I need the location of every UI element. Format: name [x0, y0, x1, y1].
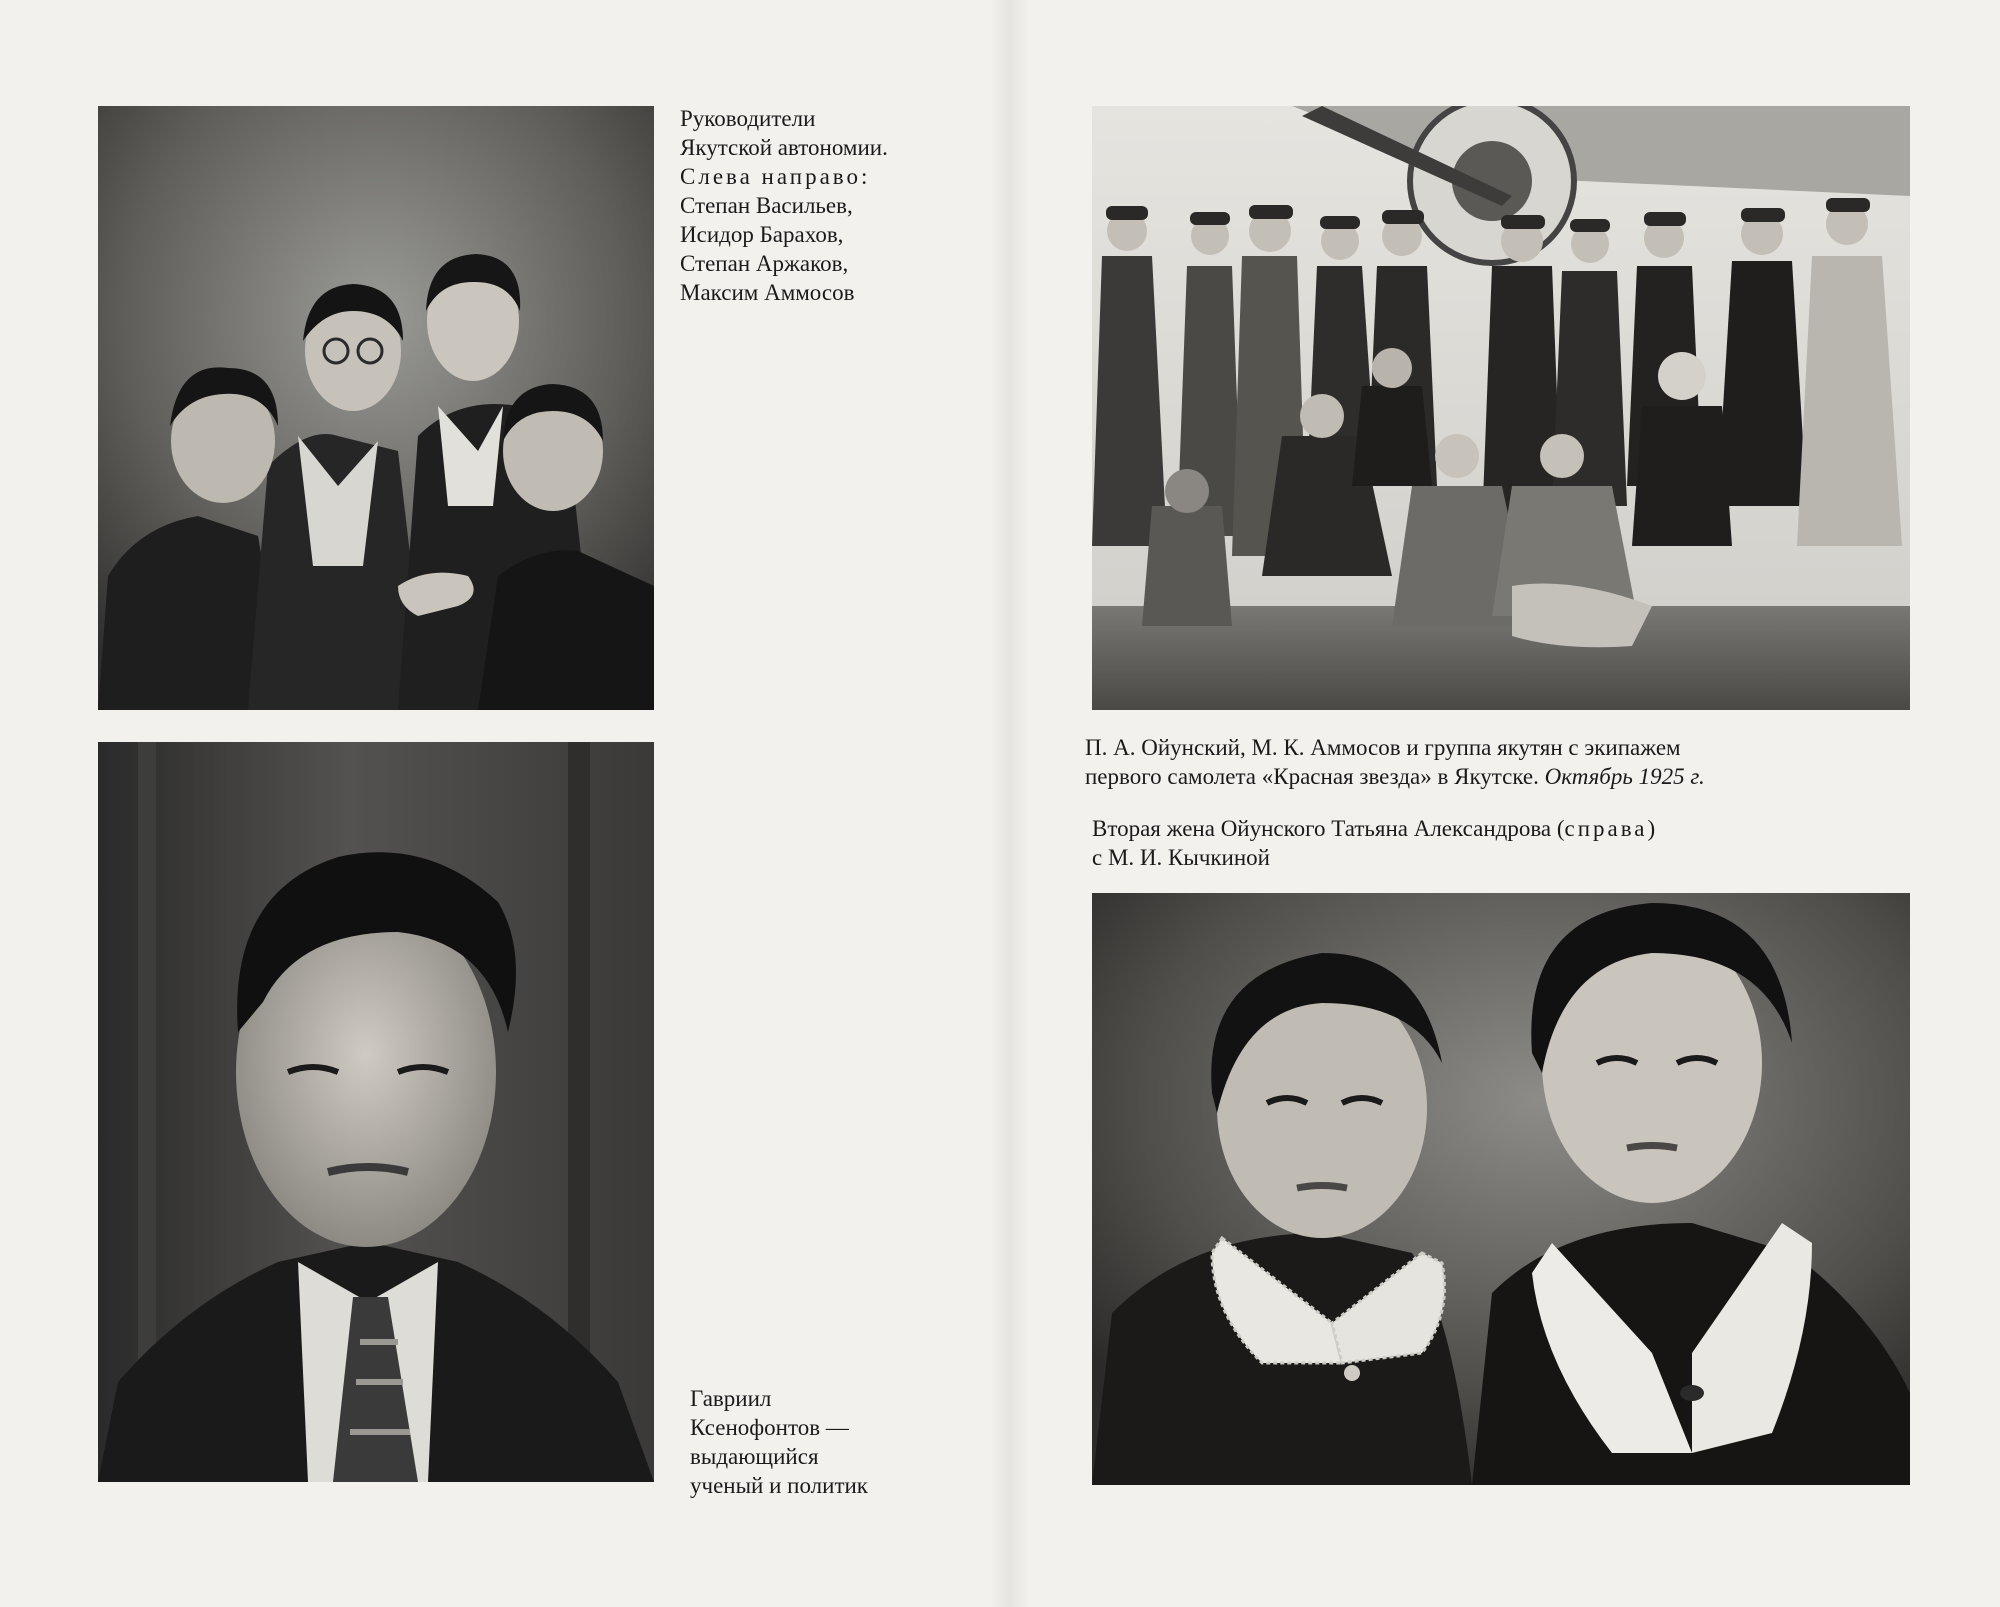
leaders-photo: [98, 106, 654, 710]
caption-line: Исидор Барахов,: [680, 222, 844, 247]
caption-text: Вторая жена Ойунского Татьяна Александрова (: [1092, 816, 1565, 841]
caption-text: ): [1647, 816, 1656, 841]
caption-line: Степан Аржаков,: [680, 251, 849, 276]
caption-line: Ксенофонтов —: [690, 1415, 849, 1440]
airplane-caption: [1085, 733, 1705, 791]
xenofontov-photo: [98, 742, 654, 1482]
caption-line: с М. И. Кычкиной: [1092, 845, 1270, 870]
caption-line: выдающийся: [690, 1444, 819, 1469]
caption-date: Октябрь 1925 г.: [1544, 764, 1705, 789]
caption-spaced-word: справа: [1564, 816, 1648, 841]
caption-line: Слева направо:: [680, 164, 871, 189]
xenofontov-caption: [665, 1384, 885, 1500]
caption-text: первого самолета «Красная звезда» в Якутске.: [1085, 764, 1539, 789]
two-women-photo: [1092, 893, 1910, 1485]
caption-line: П. А. Ойунский, М. К. Аммосов и группа якутян с экипажем: [1085, 735, 1681, 760]
caption-line: [1085, 762, 1705, 791]
caption-line: [1092, 814, 1655, 843]
caption-line: Максим Аммосов: [680, 280, 855, 305]
caption-line: Руководители: [680, 106, 816, 131]
caption-line: Якутской автономии.: [680, 135, 888, 160]
caption-line: ученый и политик: [690, 1473, 868, 1498]
caption-line: Степан Васильев,: [680, 193, 853, 218]
leaders-caption: [680, 104, 888, 307]
page-gutter: [990, 0, 1030, 1607]
women-caption: [1092, 814, 1655, 872]
caption-line: Гавриил: [690, 1386, 772, 1411]
airplane-group-photo: [1092, 106, 1910, 710]
